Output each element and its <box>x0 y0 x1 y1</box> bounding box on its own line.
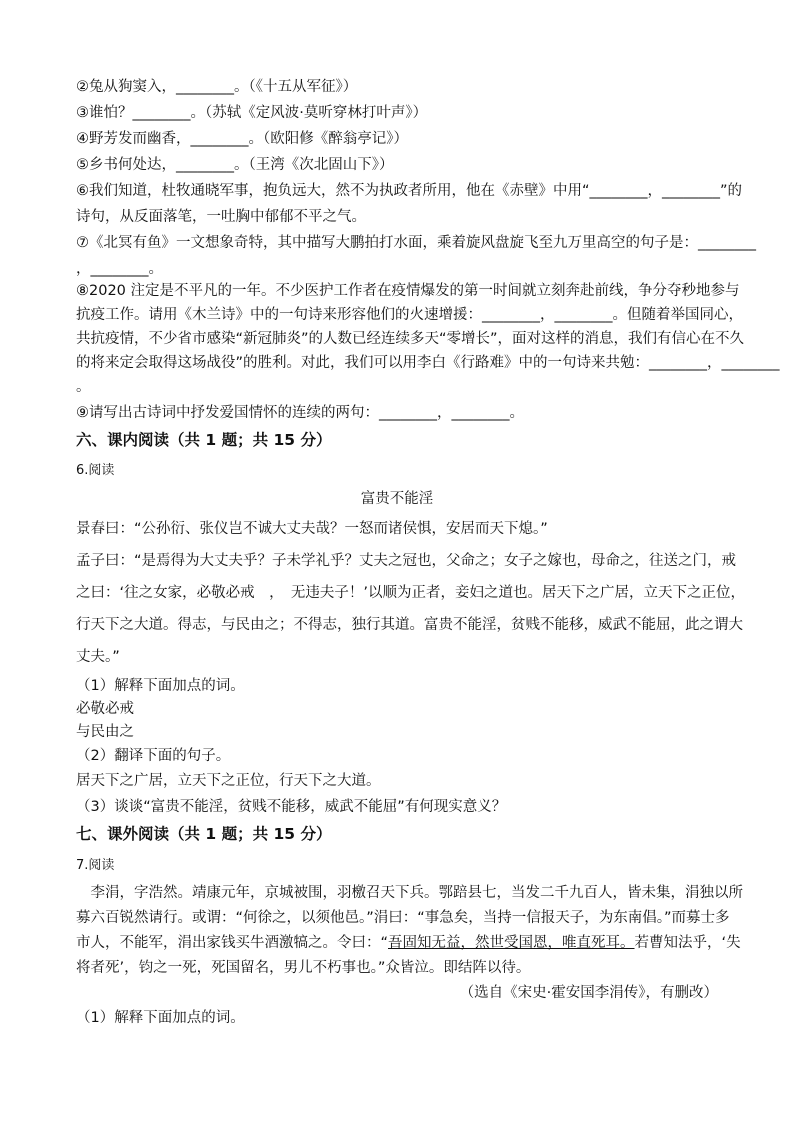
underlined-sentence: 吾固知无益，然世受国恩，唯直死耳。 <box>388 935 635 951</box>
fill-question-2: ②兔从狗窦入，________。（《十五从军征》） <box>76 79 358 95</box>
fill-question-5: ⑤乡书何处达，________。（王湾《次北固山下》） <box>76 157 394 173</box>
fill-question-8-line3: 共抗疫情，不少省市感染“新冠肺炎”的人数已经连续多天“零增长”，面对这样的消息，我们有信心在不久 <box>76 331 745 347</box>
fill-question-8-line5: 。 <box>76 379 91 395</box>
fill-question-9: ⑨请写出古诗词中抒发爱国情怀的连续的两句：________，________。 <box>76 405 524 421</box>
passage-7-line4: 将者死’，钧之一死，死国留名，男儿不朽事也。”众皆泣。即结阵以待。 <box>76 960 531 976</box>
q6-sub2: （2）翻译下面的句子。 <box>76 748 231 764</box>
passage-source: （选自《宋史·霍安国李涓传》，有删改） <box>459 985 718 1001</box>
passage-6-line5: 丈夫。” <box>76 649 120 665</box>
section-6-title: 六、课内阅读（共 1 题；共 15 分） <box>76 431 332 449</box>
fill-question-4: ④野芳发而幽香，________。（欧阳修《醉翁亭记》） <box>76 131 408 147</box>
q6-word2: 与民由之 <box>76 724 134 740</box>
fill-question-7-line1: ⑦《北冥有鱼》一文想象奇特，其中描写大鹏拍打水面，乘着旋风盘旋飞至九万里高空的句子是：________ <box>76 235 756 251</box>
fill-question-6-line1: ⑥我们知道，杜牧通晓军事，抱负远大，然不为执政者所用，他在《赤壁》中用“________，________”的 <box>76 183 743 199</box>
passage-6-line1: 景春曰：“公孙衍、张仪岂不诚大丈夫哉？一怒而诸侯惧，安居而天下熄。” <box>76 521 548 537</box>
q6-sub3: （3）谈谈“富贵不能淫，贫贱不能移，威武不能屈”有何现实意义？ <box>76 799 507 815</box>
fill-question-7-line2: ，________。 <box>76 261 163 277</box>
section-7-title: 七、课外阅读（共 1 题；共 15 分） <box>76 825 332 843</box>
q6-word1: 必敬必戒 <box>76 701 134 717</box>
passage-6-line4: 行天下之大道。得志，与民由之；不得志，独行其道。富贵不能淫，贫贱不能移，威武不能屈，此之谓大 <box>76 617 743 633</box>
question-7-label: 7.阅读 <box>76 858 115 873</box>
passage-7-line3: 市人，不能军，涓出家钱买牛酒激犒之。令曰：“吾固知无益，然世受国恩，唯直死耳。若曹知法乎，‘失 <box>76 935 741 951</box>
passage-6-line2: 孟子曰：“是焉得为大丈夫乎？子未学礼乎？丈夫之冠也，父命之；女子之嫁也，母命之，往送之门，戒 <box>76 553 737 569</box>
fill-question-8-line2: 抗疫工作。请用《木兰诗》中的一句诗来形容他们的火速增援：________，________。但随着举国同心， <box>76 307 743 323</box>
q6-sentence: 居天下之广居，立天下之正位，行天下之大道。 <box>76 773 381 789</box>
q6-sub1: （1）解释下面加点的词。 <box>76 678 245 694</box>
fill-question-3: ③谁怕？________。（苏轼《定风波·莫听穿林打叶声》） <box>76 105 428 121</box>
fill-question-6-line2: 诗句，从反面落笔，一吐胸中郁郁不平之气。 <box>76 209 366 225</box>
passage-6-line3: 之曰：‘往之女家，必敬必戒 ， 无违夫子！’以顺为正者，妾妇之道也。居天下之广居，立天下之正位， <box>76 585 745 601</box>
fill-question-8-line1: ⑧2020 注定是不平凡的一年。不少医护工作者在疫情爆发的第一时间就立刻奔赴前线，争分夺秒地参与 <box>76 283 740 299</box>
passage-7-line1: 李涓，字浩然。靖康元年，京城被围，羽檄召天下兵。鄂踣县七，当发二千九百人，皆未集，涓独以所 <box>76 885 743 901</box>
passage-title: 富贵不能淫 <box>360 491 434 507</box>
fill-question-8-line4: 的将来定会取得这场战役”的胜利。对此，我们可以用李白《行路难》中的一句诗来共勉：________，________ <box>76 355 780 371</box>
passage-7-line2: 募六百锐然请行。或谓：“何徐之，以须他邑。”涓曰：“事急矣，当持一信报天子，为东南倡。”而募士多 <box>76 910 730 926</box>
q7-sub1: （1）解释下面加点的词。 <box>76 1010 245 1026</box>
question-6-label: 6.阅读 <box>76 463 115 478</box>
